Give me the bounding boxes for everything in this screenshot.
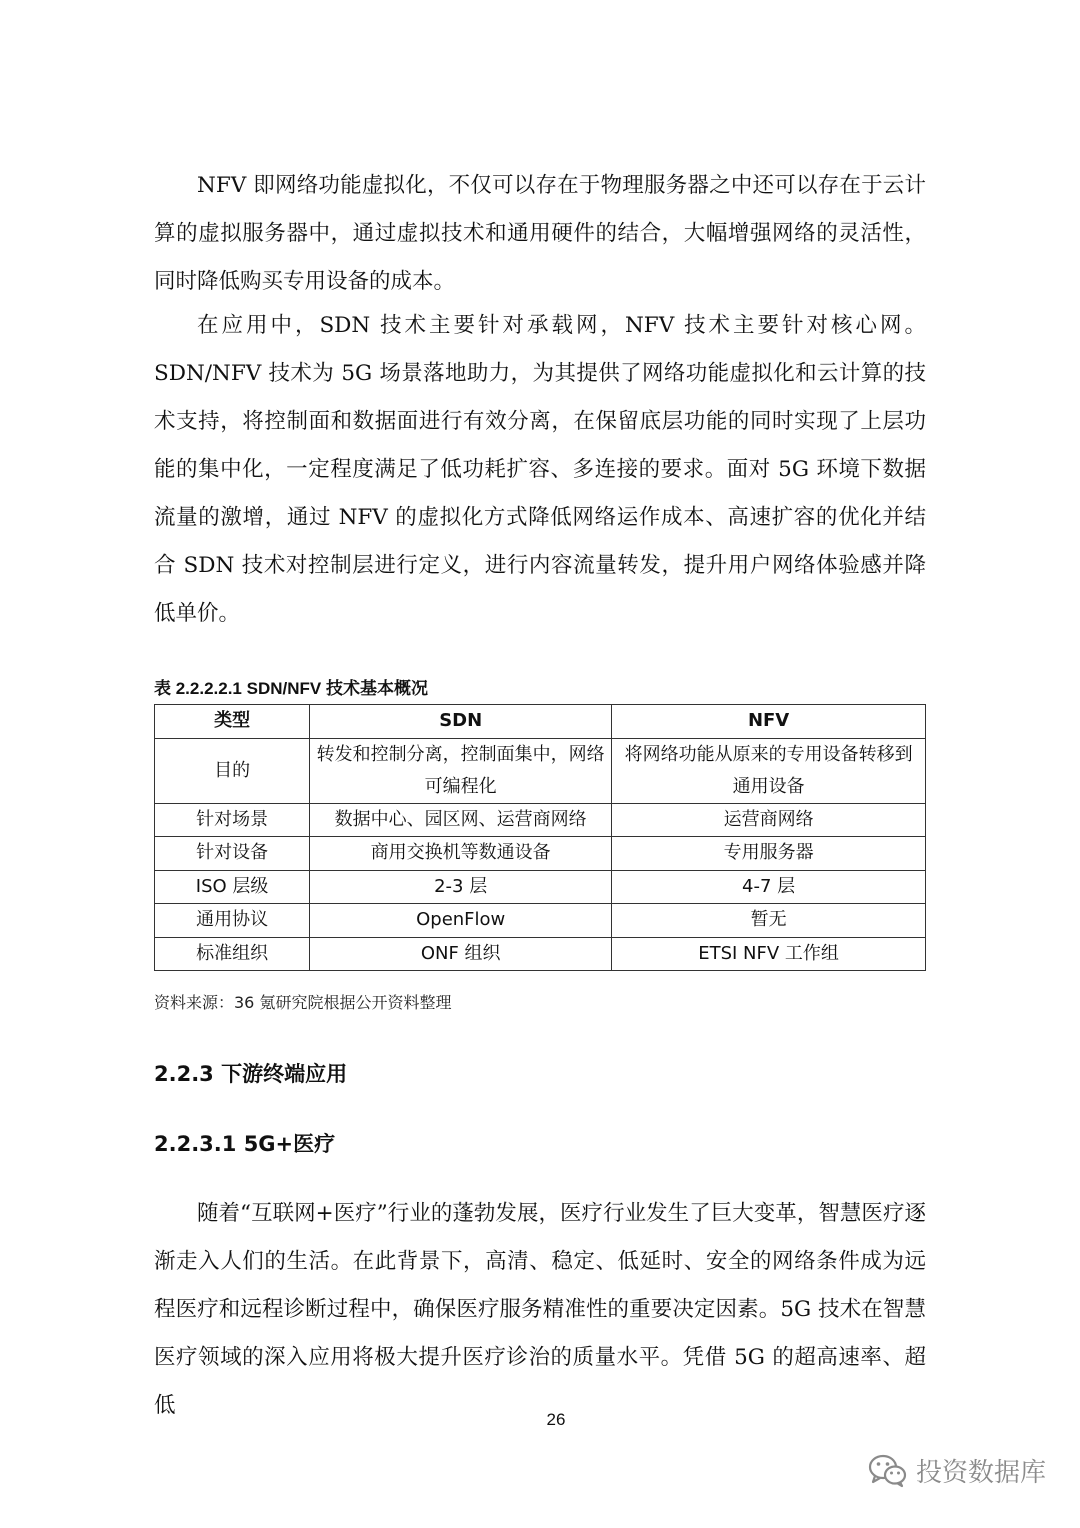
header-sdn: SDN xyxy=(310,705,612,739)
header-type: 类型 xyxy=(155,705,310,739)
section-heading: 2.2.3 下游终端应用 xyxy=(154,1062,348,1086)
table-cell: 商用交换机等数通设备 xyxy=(310,837,612,871)
table-cell: 将网络功能从原来的专用设备转移到通用设备 xyxy=(612,738,926,803)
table-cell: 转发和控制分离，控制面集中，网络可编程化 xyxy=(310,738,612,803)
table-row xyxy=(155,904,926,938)
table-header-row xyxy=(155,705,926,739)
table-cell: ONF 组织 xyxy=(310,937,612,971)
table-cell: 目的 xyxy=(155,738,310,803)
wechat-icon xyxy=(868,1454,908,1488)
table-cell: 针对场景 xyxy=(155,803,310,837)
table-row xyxy=(155,870,926,904)
table-row xyxy=(155,738,926,803)
table-row xyxy=(155,837,926,871)
table-cell: 暂无 xyxy=(612,904,926,938)
table-cell: ETSI NFV 工作组 xyxy=(612,937,926,971)
watermark xyxy=(868,1452,1046,1489)
header-nfv: NFV xyxy=(612,705,926,739)
table-cell: 数据中心、园区网、运营商网络 xyxy=(310,803,612,837)
table-cell: ISO 层级 xyxy=(155,870,310,904)
paragraph-5g-medical: 随着“互联网+医疗”行业的蓬勃发展，医疗行业发生了巨大变革，智慧医疗逐渐走入人们的生活。在此背景下，高清、稳定、低延时、安全的网络条件成为远程医疗和远程诊断过程中，确保医疗服务精准性的重要决定因素。5G 技术在智慧医疗领域的深入应用将极大提升医疗诊治的质量水平。凭借 5G 的超高速率、超低 xyxy=(154,1201,926,1418)
table-caption: 表 2.2.2.2.1 SDN/NFV 技术基本概况 xyxy=(154,679,428,698)
table-cell: 专用服务器 xyxy=(612,837,926,871)
page-number: 26 xyxy=(546,1410,566,1429)
paragraph-nfv-intro: NFV 即网络功能虚拟化，不仅可以存在于物理服务器之中还可以存在于云计算的虚拟服务器中，通过虚拟技术和通用硬件的结合，大幅增强网络的灵活性，同时降低购买专用设备的成本。 xyxy=(154,173,926,294)
table-cell: 运营商网络 xyxy=(612,803,926,837)
table-row xyxy=(155,937,926,971)
table-cell: 2-3 层 xyxy=(310,870,612,904)
sdn-nfv-table xyxy=(154,704,926,971)
table-cell: OpenFlow xyxy=(310,904,612,938)
table-cell: 4-7 层 xyxy=(612,870,926,904)
subsection-heading: 2.2.3.1 5G+医疗 xyxy=(154,1132,336,1156)
table-source-note: 资料来源：36 氪研究院根据公开资料整理 xyxy=(154,993,452,1012)
table-row xyxy=(155,803,926,837)
table-cell: 通用协议 xyxy=(155,904,310,938)
paragraph-sdn-nfv-application: 在应用中，SDN 技术主要针对承载网，NFV 技术主要针对核心网。SDN/NFV 技术为 5G 场景落地助力，为其提供了网络功能虚拟化和云计算的技术支持，将控制面和数据面进行有效分离，在保留底层功能的同时实现了上层功能的集中化，一定程度满足了低功耗扩容、多连接的要求。面对 5G 环境下数据流量的激增，通过 NFV 的虚拟化方式降低网络运作成本、高速扩容的优化并结合 SDN 技术对控制层进行定义，进行内容流量转发，提升用户网络体验感并降低单价。 xyxy=(154,313,926,626)
table-cell: 针对设备 xyxy=(155,837,310,871)
table-cell: 标准组织 xyxy=(155,937,310,971)
watermark-text: 投资数据库 xyxy=(915,1458,1046,1488)
